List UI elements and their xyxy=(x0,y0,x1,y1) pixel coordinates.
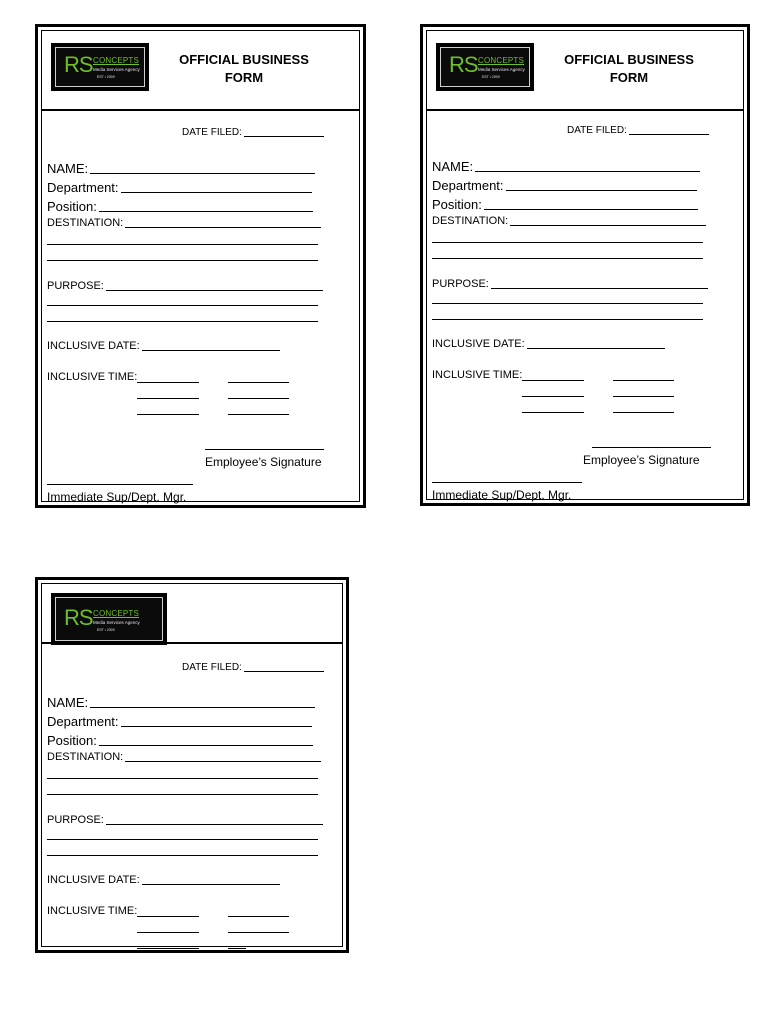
inclusive-time-row xyxy=(47,905,137,918)
position-row xyxy=(47,733,313,748)
form-header xyxy=(42,31,359,111)
date-filed-label: DATE FILED: xyxy=(567,125,627,136)
rs-concepts-logo xyxy=(51,593,167,645)
inclusive-time-row xyxy=(47,371,137,384)
purpose-label: PURPOSE: xyxy=(47,814,104,826)
inclusive-date-label: INCLUSIVE DATE: xyxy=(432,338,525,350)
position-field[interactable] xyxy=(484,208,698,210)
time-field-3b[interactable] xyxy=(228,948,246,949)
destination-label: DESTINATION: xyxy=(432,215,509,227)
employee-signature-label: Employee’s Signature xyxy=(205,455,322,469)
destination-field[interactable] xyxy=(125,760,321,762)
business-form-2 xyxy=(420,24,750,506)
employee-signature-line[interactable] xyxy=(592,447,711,448)
logo-rs-text: RS xyxy=(64,52,93,77)
date-filed-label: DATE FILED: xyxy=(182,127,242,138)
destination-label: DESTINATION: xyxy=(47,751,124,763)
logo-tagline: Media Services Agency xyxy=(93,620,140,625)
name-label: NAME: xyxy=(432,159,474,174)
position-field[interactable] xyxy=(99,210,313,212)
inclusive-date-row xyxy=(432,338,665,351)
time-field-1a[interactable] xyxy=(522,380,584,381)
purpose-field[interactable] xyxy=(491,287,708,289)
time-field-2a[interactable] xyxy=(137,398,199,399)
department-label: Department: xyxy=(47,714,119,729)
inclusive-date-label: INCLUSIVE DATE: xyxy=(47,340,140,352)
form-frame xyxy=(426,30,744,500)
date-filed-field[interactable] xyxy=(244,135,324,137)
logo-concepts-text: CONCEPTS xyxy=(478,56,525,65)
business-form-1 xyxy=(35,24,366,508)
name-label: NAME: xyxy=(47,161,89,176)
department-label: Department: xyxy=(47,180,119,195)
time-field-3a[interactable] xyxy=(137,414,199,415)
purpose-line-2[interactable] xyxy=(47,305,318,306)
time-field-1b[interactable] xyxy=(228,916,289,917)
destination-row xyxy=(432,215,706,228)
date-filed-row xyxy=(182,662,324,674)
form-frame xyxy=(41,583,343,947)
purpose-label: PURPOSE: xyxy=(432,278,489,290)
position-label: Position: xyxy=(47,733,97,748)
business-form-3 xyxy=(35,577,349,953)
inclusive-date-row xyxy=(47,340,280,353)
form-title: OFFICIAL BUSINESS FORM xyxy=(179,52,309,85)
time-field-1a[interactable] xyxy=(137,916,199,917)
department-label: Department: xyxy=(432,178,504,193)
name-row xyxy=(47,161,315,176)
time-field-2a[interactable] xyxy=(137,932,199,933)
department-row xyxy=(432,178,697,193)
purpose-line-2[interactable] xyxy=(47,839,318,840)
destination-label: DESTINATION: xyxy=(47,217,124,229)
logo-rs-text: RS xyxy=(64,605,93,630)
name-row xyxy=(432,159,700,174)
date-filed-label: DATE FILED: xyxy=(182,662,242,673)
department-row xyxy=(47,180,312,195)
destination-row xyxy=(47,751,321,764)
purpose-line-3[interactable] xyxy=(432,319,703,320)
purpose-row xyxy=(47,814,323,827)
inclusive-date-row xyxy=(47,874,280,887)
inclusive-time-label: INCLUSIVE TIME: xyxy=(47,905,138,917)
inclusive-date-field[interactable] xyxy=(527,347,665,349)
purpose-field[interactable] xyxy=(106,823,323,825)
purpose-line-3[interactable] xyxy=(47,855,318,856)
supervisor-signature-line[interactable] xyxy=(47,484,193,485)
name-field[interactable] xyxy=(475,170,700,172)
date-filed-field[interactable] xyxy=(629,133,709,135)
time-field-3b[interactable] xyxy=(613,412,674,413)
destination-line-3[interactable] xyxy=(432,258,703,259)
form-header xyxy=(42,584,342,644)
inclusive-time-label: INCLUSIVE TIME: xyxy=(47,371,138,383)
logo-rs-text: RS xyxy=(449,52,478,77)
form-title: OFFICIAL BUSINESS FORM xyxy=(564,52,694,85)
rs-concepts-logo xyxy=(436,43,534,91)
inclusive-time-row xyxy=(432,369,522,382)
name-row xyxy=(47,695,315,710)
name-field[interactable] xyxy=(90,706,315,708)
destination-line-2[interactable] xyxy=(432,242,703,243)
time-field-1a[interactable] xyxy=(137,382,199,383)
time-field-3b[interactable] xyxy=(228,414,289,415)
logo-tagline: Media Services Agency xyxy=(93,67,140,72)
form-header xyxy=(427,31,743,111)
time-field-2a[interactable] xyxy=(522,396,584,397)
purpose-line-2[interactable] xyxy=(432,303,703,304)
date-filed-row xyxy=(182,127,324,139)
destination-field[interactable] xyxy=(125,226,321,228)
department-row xyxy=(47,714,312,729)
supervisor-label: Immediate Sup/Dept. Mgr. xyxy=(47,490,187,504)
purpose-row xyxy=(432,278,708,291)
time-field-2b[interactable] xyxy=(228,398,289,399)
time-field-2b[interactable] xyxy=(613,396,674,397)
department-field[interactable] xyxy=(121,191,312,193)
destination-line-2[interactable] xyxy=(47,778,318,779)
time-field-2b[interactable] xyxy=(228,932,289,933)
purpose-line-3[interactable] xyxy=(47,321,318,322)
department-field[interactable] xyxy=(506,189,697,191)
logo-concepts-text: CONCEPTS xyxy=(93,609,140,618)
time-field-1b[interactable] xyxy=(613,380,674,381)
time-field-3a[interactable] xyxy=(522,412,584,413)
date-filed-field[interactable] xyxy=(244,670,324,672)
destination-field[interactable] xyxy=(510,224,706,226)
date-filed-row xyxy=(567,125,709,137)
supervisor-label: Immediate Sup/Dept. Mgr. xyxy=(432,488,572,502)
time-field-1b[interactable] xyxy=(228,382,289,383)
destination-line-3[interactable] xyxy=(47,260,318,261)
inclusive-time-label: INCLUSIVE TIME: xyxy=(432,369,523,381)
inclusive-date-field[interactable] xyxy=(142,349,280,351)
logo-tiny-text: EST • 2009 xyxy=(97,628,115,632)
position-row xyxy=(47,199,313,214)
purpose-label: PURPOSE: xyxy=(47,280,104,292)
name-label: NAME: xyxy=(47,695,89,710)
destination-line-2[interactable] xyxy=(47,244,318,245)
form-frame xyxy=(41,30,360,502)
logo-tiny-text: EST • 2009 xyxy=(97,75,115,79)
destination-row xyxy=(47,217,321,230)
position-field[interactable] xyxy=(99,744,313,746)
position-row xyxy=(432,197,698,212)
logo-tagline: Media Services Agency xyxy=(478,67,525,72)
employee-signature-label: Employee’s Signature xyxy=(583,453,700,467)
logo-concepts-text: CONCEPTS xyxy=(93,56,140,65)
purpose-field[interactable] xyxy=(106,289,323,291)
position-label: Position: xyxy=(47,199,97,214)
purpose-row xyxy=(47,280,323,293)
name-field[interactable] xyxy=(90,172,315,174)
supervisor-signature-line[interactable] xyxy=(432,482,582,483)
inclusive-date-label: INCLUSIVE DATE: xyxy=(47,874,140,886)
inclusive-date-field[interactable] xyxy=(142,883,280,885)
time-field-3a[interactable] xyxy=(137,948,199,949)
employee-signature-line[interactable] xyxy=(205,449,324,450)
position-label: Position: xyxy=(432,197,482,212)
logo-tiny-text: EST • 2009 xyxy=(482,75,500,79)
department-field[interactable] xyxy=(121,725,312,727)
destination-line-3[interactable] xyxy=(47,794,318,795)
rs-concepts-logo xyxy=(51,43,149,91)
